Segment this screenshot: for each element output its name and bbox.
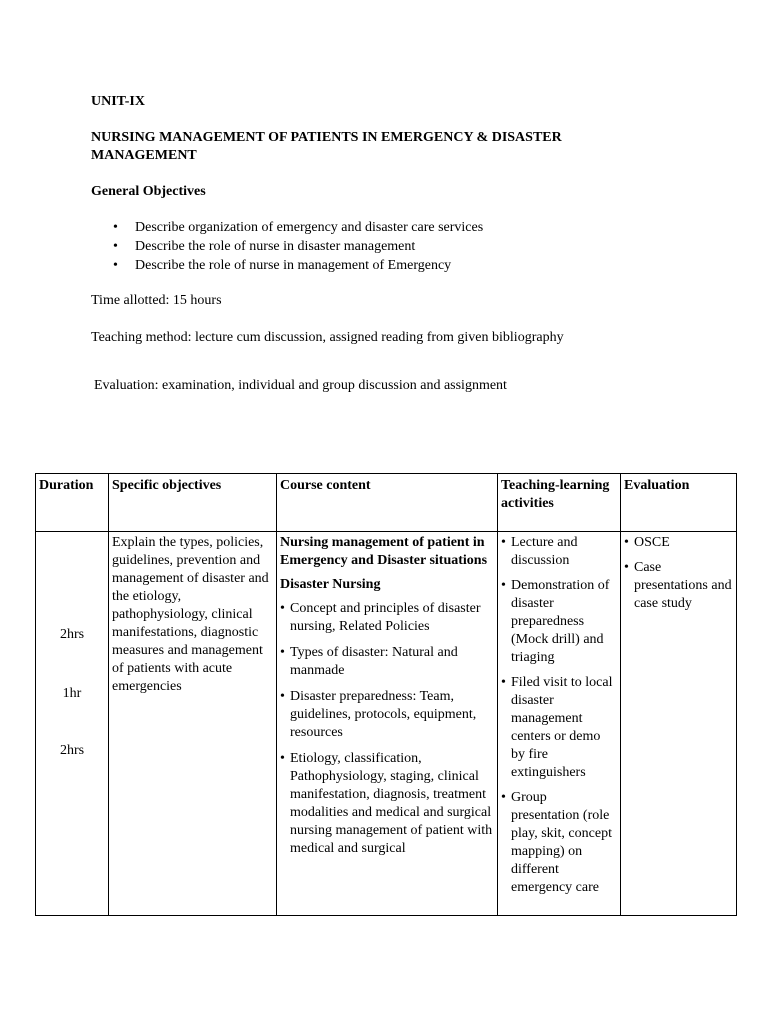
- activities-list: [501, 534, 617, 897]
- specific-objectives-cell: Explain the types, policies, guidelines, prevention and management of disaster and the etiology, pathophysiology, clinical manifestations, diagnostic measures and management of patients with acute emergencies: [109, 532, 277, 916]
- course-title: Nursing management of patient in Emergency and Disaster situations: [280, 535, 488, 568]
- general-objectives-heading: General Objectives: [91, 184, 206, 199]
- unit-heading: UNIT-IX: [91, 94, 145, 109]
- table-row: [36, 532, 737, 916]
- objectives-list: [91, 219, 483, 276]
- evaluation-cell: [621, 532, 737, 916]
- list-item: • Lecture and discussion: [501, 534, 617, 570]
- list-item: • Disaster preparedness: Team, guidelines, protocols, equipment, resources: [280, 688, 494, 742]
- course-subtitle: Disaster Nursing: [280, 577, 381, 592]
- header-duration: Duration: [36, 474, 109, 532]
- list-item: • Types of disaster: Natural and manmade: [280, 644, 494, 680]
- activities-cell: [498, 532, 621, 916]
- list-item: • OSCE: [624, 534, 733, 552]
- list-item: • Case presentations and case study: [624, 559, 733, 613]
- teaching-method: Teaching method: lecture cum discussion, assigned reading from given bibliography: [91, 330, 564, 345]
- header-course-content: Course content: [277, 474, 498, 532]
- header-teaching-learning: Teaching-learning activities: [498, 474, 621, 532]
- course-plan-table: [35, 473, 737, 916]
- list-item: • Describe the role of nurse in disaster management: [113, 239, 416, 254]
- list-item: • Concept and principles of disaster nursing, Related Policies: [280, 600, 494, 636]
- list-item: • Describe organization of emergency and disaster care services: [113, 220, 484, 235]
- duration-cell: [36, 532, 109, 916]
- list-item: • Demonstration of disaster preparedness (Mock drill) and triaging: [501, 577, 617, 667]
- course-items-list: [280, 600, 494, 858]
- evaluation-text: Evaluation: examination, individual and group discussion and assignment: [94, 378, 507, 393]
- list-item: • Filed visit to local disaster management centers or demo by fire extinguishers: [501, 674, 617, 782]
- duration-value: 1hr: [62, 686, 82, 701]
- time-allotted: Time allotted: 15 hours: [91, 293, 222, 308]
- list-item: • Group presentation (role play, skit, concept mapping) on different emergency care: [501, 789, 617, 897]
- list-item: • Describe the role of nurse in management of Emergency: [113, 258, 452, 273]
- evaluation-list: [624, 534, 733, 613]
- page-title: NURSING MANAGEMENT OF PATIENTS IN EMERGENCY & DISASTER MANAGEMENT: [91, 130, 562, 163]
- duration-value: 2hrs: [59, 743, 85, 758]
- list-item: • Etiology, classification, Pathophysiology, staging, clinical manifestation, diagnosis, treatment modalities and medical and surgical nursing management of patient with medical and surgical: [280, 750, 494, 858]
- duration-value: 2hrs: [59, 627, 85, 642]
- header-specific-objectives: Specific objectives: [109, 474, 277, 532]
- course-content-cell: [277, 532, 498, 916]
- header-evaluation: Evaluation: [621, 474, 737, 532]
- table-header-row: [36, 474, 737, 532]
